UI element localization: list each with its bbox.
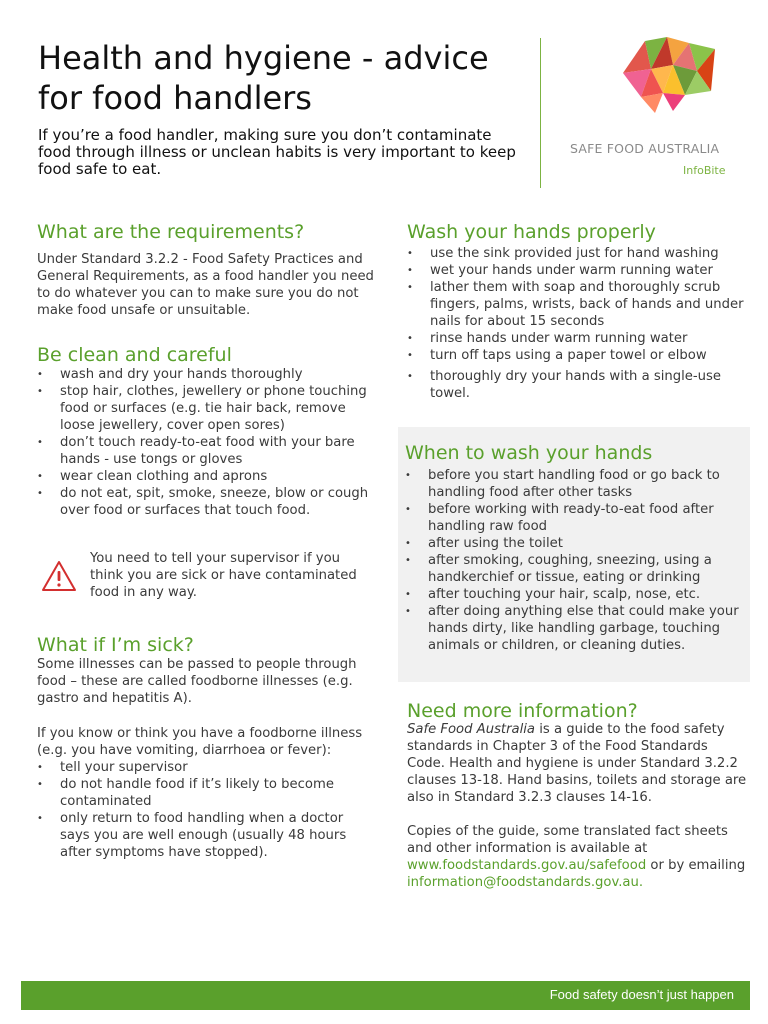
warning-triangle-icon xyxy=(40,559,78,593)
list-item: • wash and dry your hands thoroughly xyxy=(37,367,303,382)
clean-heading: Be clean and careful xyxy=(37,344,232,366)
infobite-label: InfoBite xyxy=(683,164,726,177)
list-item: • before you start handling food or go back to handling food after other tasks xyxy=(405,468,720,500)
brand-name: SAFE FOOD AUSTRALIA xyxy=(570,141,720,156)
list-item: • thoroughly dry your hands with a single-use towel. xyxy=(407,369,721,401)
website-link[interactable]: www.foodstandards.gov.au/safefood xyxy=(407,858,647,873)
list-item: • don’t touch ready-to-eat food with your bare hands - use tongs or gloves xyxy=(37,435,355,467)
email-link[interactable]: information@foodstandards.gov.au. xyxy=(407,875,644,890)
sick-text-1: Some illnesses can be passed to people through food – these are called foodborne illnesses (e.g. gastro and hepatitis A). xyxy=(37,657,357,706)
footer-tagline: Food safety doesn’t just happen xyxy=(549,987,734,1002)
requirements-text: Under Standard 3.2.2 - Food Safety Practices and General Requirements, as a food handler you need to do whatever you can to make sure you do not make food unsafe or unsuitable. xyxy=(37,252,374,318)
list-item: • do not eat, spit, smoke, sneeze, blow or cough over food or surfaces that touch food. xyxy=(37,486,369,518)
sick-text-2: If you know or think you have a foodborne illness (e.g. you have vomiting, diarrhoea or fever): xyxy=(37,726,363,758)
list-item: • turn off taps using a paper towel or elbow xyxy=(407,348,707,363)
footer-bar xyxy=(21,981,750,1010)
list-item: • do not handle food if it’s likely to become contaminated xyxy=(37,777,334,809)
when-heading: When to wash your hands xyxy=(405,442,653,464)
requirements-heading: What are the requirements? xyxy=(37,221,305,243)
clean-list xyxy=(37,366,372,519)
list-item: • rinse hands under warm running water xyxy=(407,331,688,346)
sick-heading: What if I’m sick? xyxy=(37,634,194,656)
list-item: • after using the toilet xyxy=(405,536,563,551)
list-item: • after touching your hair, scalp, nose, etc. xyxy=(405,587,701,602)
intro-text: If you’re a food handler, making sure you don’t contaminate food through illness or unclean habits is very important to keep food safe to eat. xyxy=(38,126,516,178)
list-item: • wear clean clothing and aprons xyxy=(37,469,268,484)
guide-text: Safe Food Australia is a guide to the food safety standards in Chapter 3 of the Food Standards Code. Health and hygiene is under Standard 3.2.2 clauses 13-18. Hand basins, toilets and storage are also in Standard 3.2.3 clauses 14-16. xyxy=(407,722,747,805)
guide-title: Safe Food Australia xyxy=(407,722,536,737)
list-item: • wet your hands under warm running water xyxy=(407,263,713,278)
list-item: • tell your supervisor xyxy=(37,760,188,775)
sick-list xyxy=(37,759,357,861)
list-item: • lather them with soap and thoroughly scrub fingers, palms, wrists, back of hands and under nails for about 15 seconds xyxy=(407,280,744,329)
food-mosaic-logo-icon xyxy=(615,35,725,115)
when-list xyxy=(405,467,745,654)
warning-callout xyxy=(38,553,368,603)
more-info-heading: Need more information? xyxy=(407,700,638,722)
copies-text: Copies of the guide, some translated fact sheets and other information is available at www.foodstandards.gov.au/safefood or by emailing information@foodstandards.gov.au. xyxy=(407,824,746,890)
list-item: • stop hair, clothes, jewellery or phone touching food or surfaces (e.g. tie hair back, remove loose jewellery, cover open sores) xyxy=(37,384,367,433)
list-item: • only return to food handling when a doctor says you are well enough (usually 48 hours after symptoms have stopped). xyxy=(37,811,347,860)
warning-text: You need to tell your supervisor if you think you are sick or have contaminated food in any way. xyxy=(90,551,357,600)
list-item: • after smoking, coughing, sneezing, using a handkerchief or tissue, eating or drinking xyxy=(405,553,712,585)
list-item: • after doing anything else that could make your hands dirty, like handling garbage, touching animals or children, or cleaning duties. xyxy=(405,604,739,653)
page-title: Health and hygiene - advice for food handlers xyxy=(38,39,489,117)
header-divider xyxy=(540,38,541,188)
wash-list xyxy=(407,245,747,402)
list-item: • use the sink provided just for hand washing xyxy=(407,246,719,261)
list-item: • before working with ready-to-eat food after handling raw food xyxy=(405,502,714,534)
wash-heading: Wash your hands properly xyxy=(407,221,656,243)
